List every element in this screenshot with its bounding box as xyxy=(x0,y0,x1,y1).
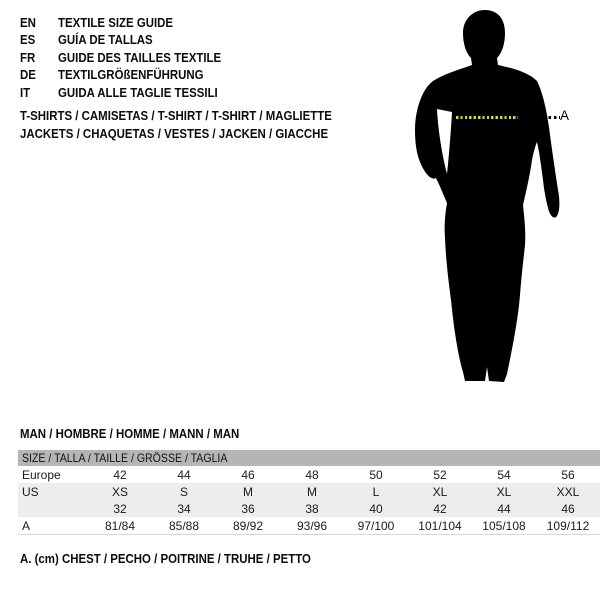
guide-title: TEXTILGRÖßENFÜHRUNG xyxy=(58,67,204,83)
chest-measure-line xyxy=(456,116,518,119)
size-value: 81/84 xyxy=(104,518,136,533)
size-value: 44 xyxy=(472,500,536,517)
category-tshirts: T-SHIRTS / CAMISETAS / T-SHIRT / T-SHIRT / MAGLIETTE xyxy=(20,108,332,123)
measurement-footnote: A. (cm) CHEST / PECHO / POITRINE / TRUHE / PETTO xyxy=(20,551,311,566)
size-value: 97/100 xyxy=(357,518,395,533)
size-value: 44 xyxy=(177,467,191,482)
size-table-row xyxy=(18,517,600,535)
size-row-label: A xyxy=(22,518,31,533)
size-value: XS xyxy=(88,483,152,500)
size-row-label: Europe xyxy=(22,467,61,482)
size-value: 101/104 xyxy=(418,518,462,533)
size-value: 46 xyxy=(241,467,255,482)
size-value: XL xyxy=(472,483,536,500)
size-value: 89/92 xyxy=(232,518,264,533)
category-jackets: JACKETS / CHAQUETAS / VESTES / JACKEN / GIACCHE xyxy=(20,125,329,141)
size-value: XXL xyxy=(536,483,600,500)
language-code: IT xyxy=(20,84,31,100)
size-value: 52 xyxy=(433,467,447,482)
size-value: 56 xyxy=(561,467,575,482)
guide-title: TEXTILE SIZE GUIDE xyxy=(58,15,174,30)
measure-label-a: A xyxy=(560,108,570,123)
size-value: 85/88 xyxy=(168,518,200,533)
size-row-label xyxy=(18,500,88,517)
size-value: 42 xyxy=(408,500,472,517)
size-value: 105/108 xyxy=(482,518,526,533)
guide-title: GUIDE DES TAILLES TEXTILE xyxy=(58,49,222,65)
size-value: 40 xyxy=(344,500,408,517)
size-value: L xyxy=(344,483,408,500)
male-silhouette xyxy=(400,0,565,390)
size-value: S xyxy=(152,483,216,500)
size-value: 34 xyxy=(152,500,216,517)
size-table-row xyxy=(18,466,600,483)
size-value: 38 xyxy=(280,500,344,517)
size-table-row xyxy=(18,483,600,500)
size-row-label: US xyxy=(18,483,88,500)
section-title-man: MAN / HOMBRE / HOMME / MANN / MAN xyxy=(20,426,240,441)
size-value: 48 xyxy=(305,467,319,482)
size-value: M xyxy=(280,483,344,500)
size-value: 50 xyxy=(369,467,383,482)
size-value: M xyxy=(216,483,280,500)
guide-title: GUÍA DE TALLAS xyxy=(58,32,153,48)
size-table-header: SIZE / TALLA / TAILLE / GRÖSSE / TAGLIA xyxy=(18,450,600,466)
size-value: 46 xyxy=(536,500,600,517)
language-code: DE xyxy=(20,67,36,83)
size-value: 42 xyxy=(113,467,127,482)
size-table xyxy=(18,450,600,535)
size-value: 32 xyxy=(88,500,152,517)
size-table-row xyxy=(18,500,600,517)
size-value: 93/96 xyxy=(296,518,328,533)
size-value: 109/112 xyxy=(546,518,590,533)
size-value: 54 xyxy=(497,467,511,482)
size-value: 36 xyxy=(216,500,280,517)
size-table-body xyxy=(18,466,600,535)
measure-leader-line xyxy=(543,116,560,119)
guide-title: GUIDA ALLE TAGLIE TESSILI xyxy=(58,84,218,100)
size-value: XL xyxy=(408,483,472,500)
language-code: ES xyxy=(20,32,36,48)
language-code: FR xyxy=(20,49,36,65)
language-code: EN xyxy=(20,15,36,30)
